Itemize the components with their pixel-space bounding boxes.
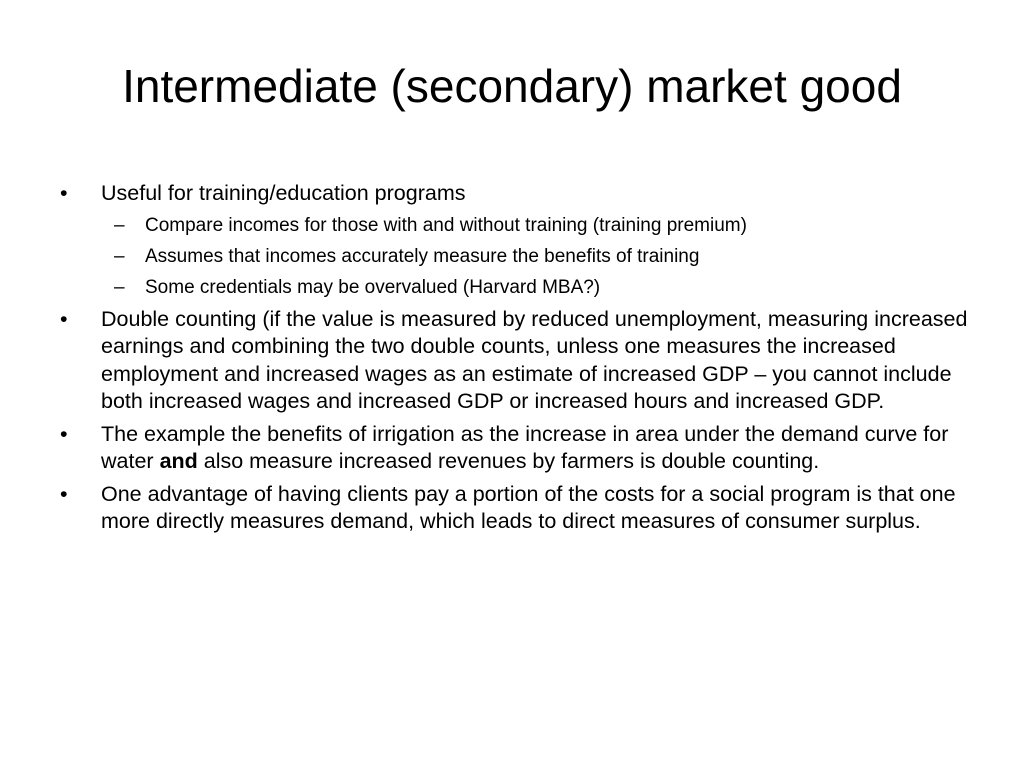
bullet-marker: • [60, 421, 68, 446]
bullet-marker: • [60, 181, 68, 205]
slide-body [60, 180, 972, 541]
sub-bullet-text: Compare incomes for those with and without training (training premium) [145, 214, 747, 236]
sub-bullet-item [60, 212, 972, 239]
sub-bullet-text: Assumes that incomes accurately measure the benefits of training [145, 245, 700, 267]
sub-bullet-item [60, 274, 972, 301]
slide-title: Intermediate (secondary) market good [122, 60, 902, 112]
bullet-item [60, 306, 972, 416]
bullet-text-part: also measure increased revenues by farmers is double counting. [197, 449, 820, 473]
bullet-item [60, 421, 972, 476]
bullet-text: Double counting (if the value is measured by reduced unemployment, measuring increased earnings and combining the two double counts, unless one measures the increased employment and increased wages as an estimate of increased GDP – you cannot include both increased wages and increased GDP or increased hours and increased GDP. [101, 306, 968, 413]
sub-bullet-list [101, 212, 972, 301]
sub-bullet-item [60, 243, 972, 270]
bullet-text-emphasis: and [159, 449, 198, 473]
sub-bullet-text: Some credentials may be overvalued (Harvard MBA?) [145, 276, 601, 298]
sub-bullet-marker: – [114, 214, 125, 236]
bullet-text-part: The example the benefits of irrigation as the increase in area under the demand curve for water [101, 421, 949, 473]
bullet-item [60, 180, 972, 301]
bullet-marker: • [60, 481, 68, 506]
bullet-marker: • [60, 306, 68, 331]
sub-bullet-marker: – [114, 245, 125, 267]
bullet-item [60, 481, 972, 536]
bullet-text: One advantage of having clients pay a portion of the costs for a social program is that one more directly measures demand, which leads to direct measures of consumer surplus. [101, 481, 956, 533]
bullet-text: Useful for training/education programs [101, 181, 466, 205]
sub-bullet-marker: – [114, 276, 125, 298]
